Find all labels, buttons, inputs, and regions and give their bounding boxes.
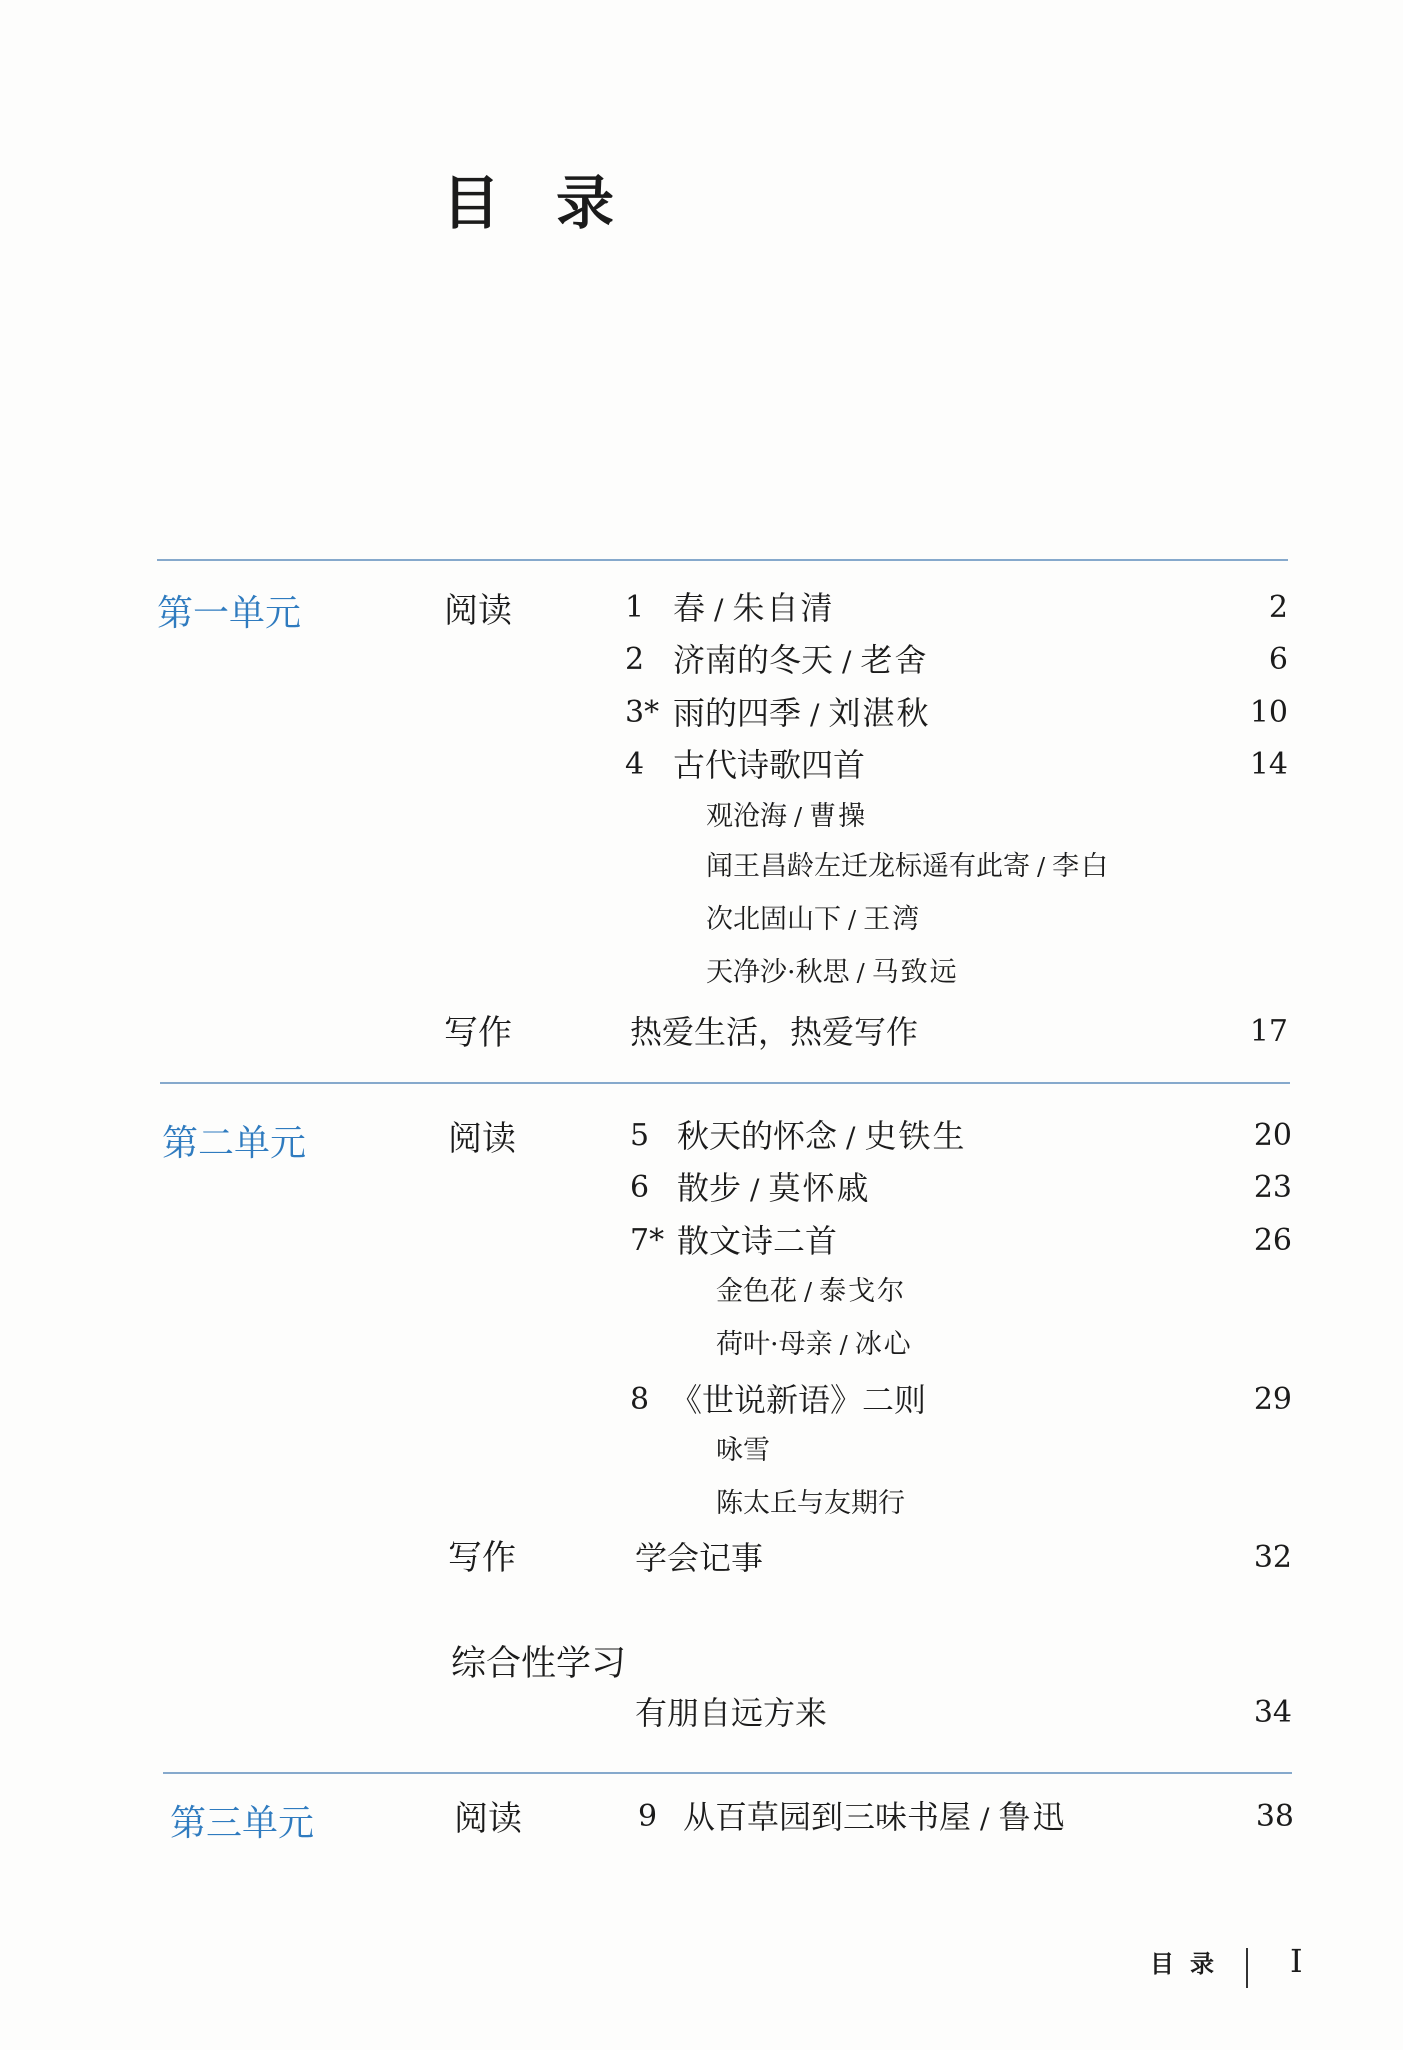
entry-separator: / (856, 959, 865, 987)
entry-number: 6 (630, 1170, 650, 1205)
entry-separator: / (810, 698, 820, 731)
entry-text (673, 696, 930, 732)
section-label-writing: 写作 (448, 1538, 516, 1578)
section-label-writing: 写作 (444, 1013, 512, 1053)
entry-title: 学会记事 (635, 1539, 764, 1577)
poem-author: 马致远 (871, 957, 959, 988)
entry-separator: / (1037, 853, 1046, 881)
entry-number: 1 (625, 590, 645, 625)
entry-title: 散文诗二首 (677, 1222, 838, 1260)
entry-page-number: 14 (1249, 747, 1288, 782)
poem-entry (706, 852, 1110, 882)
entry-author: 老舍 (860, 641, 929, 679)
entry-separator: / (842, 645, 852, 678)
poem-title: 次北固山下 (706, 904, 841, 935)
entry-separator: / (980, 1802, 990, 1835)
footer-section-title: 目录 (1150, 1950, 1230, 1978)
entry-number: 3* (625, 695, 660, 730)
entry-separator: / (804, 1278, 813, 1306)
toc-entry (630, 1383, 1292, 1417)
entry-page-number: 26 (1253, 1223, 1292, 1258)
entry-title: 热爱生活，热爱写作 (630, 1013, 919, 1051)
toc-entry (625, 696, 1288, 730)
entry-number: 8 (630, 1382, 650, 1417)
entry-title: 春 (673, 589, 706, 627)
toc-entry (630, 1171, 1292, 1205)
poem-entry (706, 802, 867, 832)
unit-label: 第一单元 (157, 593, 302, 634)
toc-entry (625, 748, 1288, 782)
entry-author: 莫怀戚 (768, 1169, 871, 1207)
toc-entry (630, 1224, 1292, 1258)
entry-page-number: 32 (1253, 1540, 1292, 1575)
entry-number: 5 (630, 1118, 650, 1153)
entry-author: 鲁迅 (998, 1798, 1067, 1836)
entry-author: 朱自清 (732, 589, 835, 627)
entry-separator: / (794, 803, 803, 831)
toc-entry (638, 1800, 1294, 1834)
entry-number: 9 (638, 1799, 658, 1834)
entry-title: 有朋自远方来 (635, 1694, 828, 1732)
entry-author: 刘湛秋 (828, 694, 931, 732)
entry-title: 秋天的怀念 (677, 1117, 838, 1155)
section-label-reading: 阅读 (454, 1799, 522, 1839)
rule-divider (157, 559, 1288, 561)
poem-entry (716, 1330, 913, 1360)
entry-separator: / (848, 906, 857, 934)
entry-title: 古代诗歌四首 (673, 746, 866, 784)
entry-page-number: 17 (1249, 1014, 1288, 1049)
poem-author: 冰心 (854, 1329, 913, 1360)
footer-page-number: I (1290, 1942, 1303, 1980)
poem-title: 荷叶·母亲 (716, 1329, 833, 1360)
entry-author: 史铁生 (864, 1117, 967, 1155)
rule-divider (160, 1082, 1290, 1084)
poem-author: 李白 (1052, 851, 1111, 882)
entry-number: 7* (630, 1223, 665, 1258)
poem-entry (716, 1489, 905, 1519)
entry-number: 4 (625, 747, 645, 782)
poem-entry (706, 905, 921, 935)
entry-separator: / (846, 1121, 856, 1154)
entry-title: 济南的冬天 (673, 641, 834, 679)
entry-text (683, 1800, 1066, 1836)
poem-title: 咏雪 (716, 1435, 770, 1466)
entry-page-number: 23 (1253, 1170, 1292, 1205)
entry-page-number: 29 (1253, 1382, 1292, 1417)
entry-page-number: 38 (1255, 1799, 1294, 1834)
poem-entry (716, 1277, 906, 1307)
entry-text (673, 591, 834, 627)
entry-title: 从百草园到三味书屋 (683, 1798, 972, 1836)
toc-entry (635, 1696, 1292, 1730)
poem-author: 泰戈尔 (819, 1276, 907, 1307)
entry-title: 散步 (677, 1169, 742, 1207)
toc-entry (630, 1015, 1288, 1049)
entry-page-number: 2 (1268, 590, 1288, 625)
section-label-reading: 阅读 (448, 1119, 516, 1159)
entry-title: 《世说新语》二则 (670, 1381, 927, 1419)
toc-entry (635, 1541, 1292, 1575)
entry-text (677, 1171, 870, 1207)
entry-separator: / (839, 1331, 848, 1359)
poem-entry (706, 958, 959, 988)
entry-page-number: 6 (1268, 642, 1288, 677)
toc-entry (625, 643, 1288, 677)
page-title: 目录 (442, 169, 671, 237)
entry-page-number: 20 (1253, 1118, 1292, 1153)
unit-label: 第二单元 (162, 1123, 307, 1164)
poem-title: 观沧海 (706, 801, 787, 832)
entry-page-number: 10 (1249, 695, 1288, 730)
entry-separator: / (714, 593, 724, 626)
poem-title: 闻王昌龄左迁龙标遥有此寄 (706, 851, 1030, 882)
entry-number: 2 (625, 642, 645, 677)
entry-title: 雨的四季 (673, 694, 802, 732)
entry-page-number: 34 (1253, 1695, 1292, 1730)
entry-separator: / (750, 1173, 760, 1206)
poem-author: 曹操 (809, 801, 868, 832)
poem-title: 天净沙·秋思 (706, 957, 850, 988)
entry-text (673, 643, 928, 679)
section-label-integrated-learning: 综合性学习 (451, 1644, 627, 1684)
entry-text (677, 1119, 966, 1155)
poem-title: 金色花 (716, 1276, 797, 1307)
toc-entry (625, 591, 1288, 625)
poem-entry (716, 1436, 770, 1466)
section-label-reading: 阅读 (444, 591, 512, 631)
unit-label: 第三单元 (170, 1803, 315, 1844)
toc-entry (630, 1119, 1292, 1153)
rule-divider (163, 1772, 1292, 1774)
poem-title: 陈太丘与友期行 (716, 1488, 905, 1519)
poem-author: 王湾 (863, 904, 922, 935)
footer-divider (1246, 1948, 1248, 1988)
